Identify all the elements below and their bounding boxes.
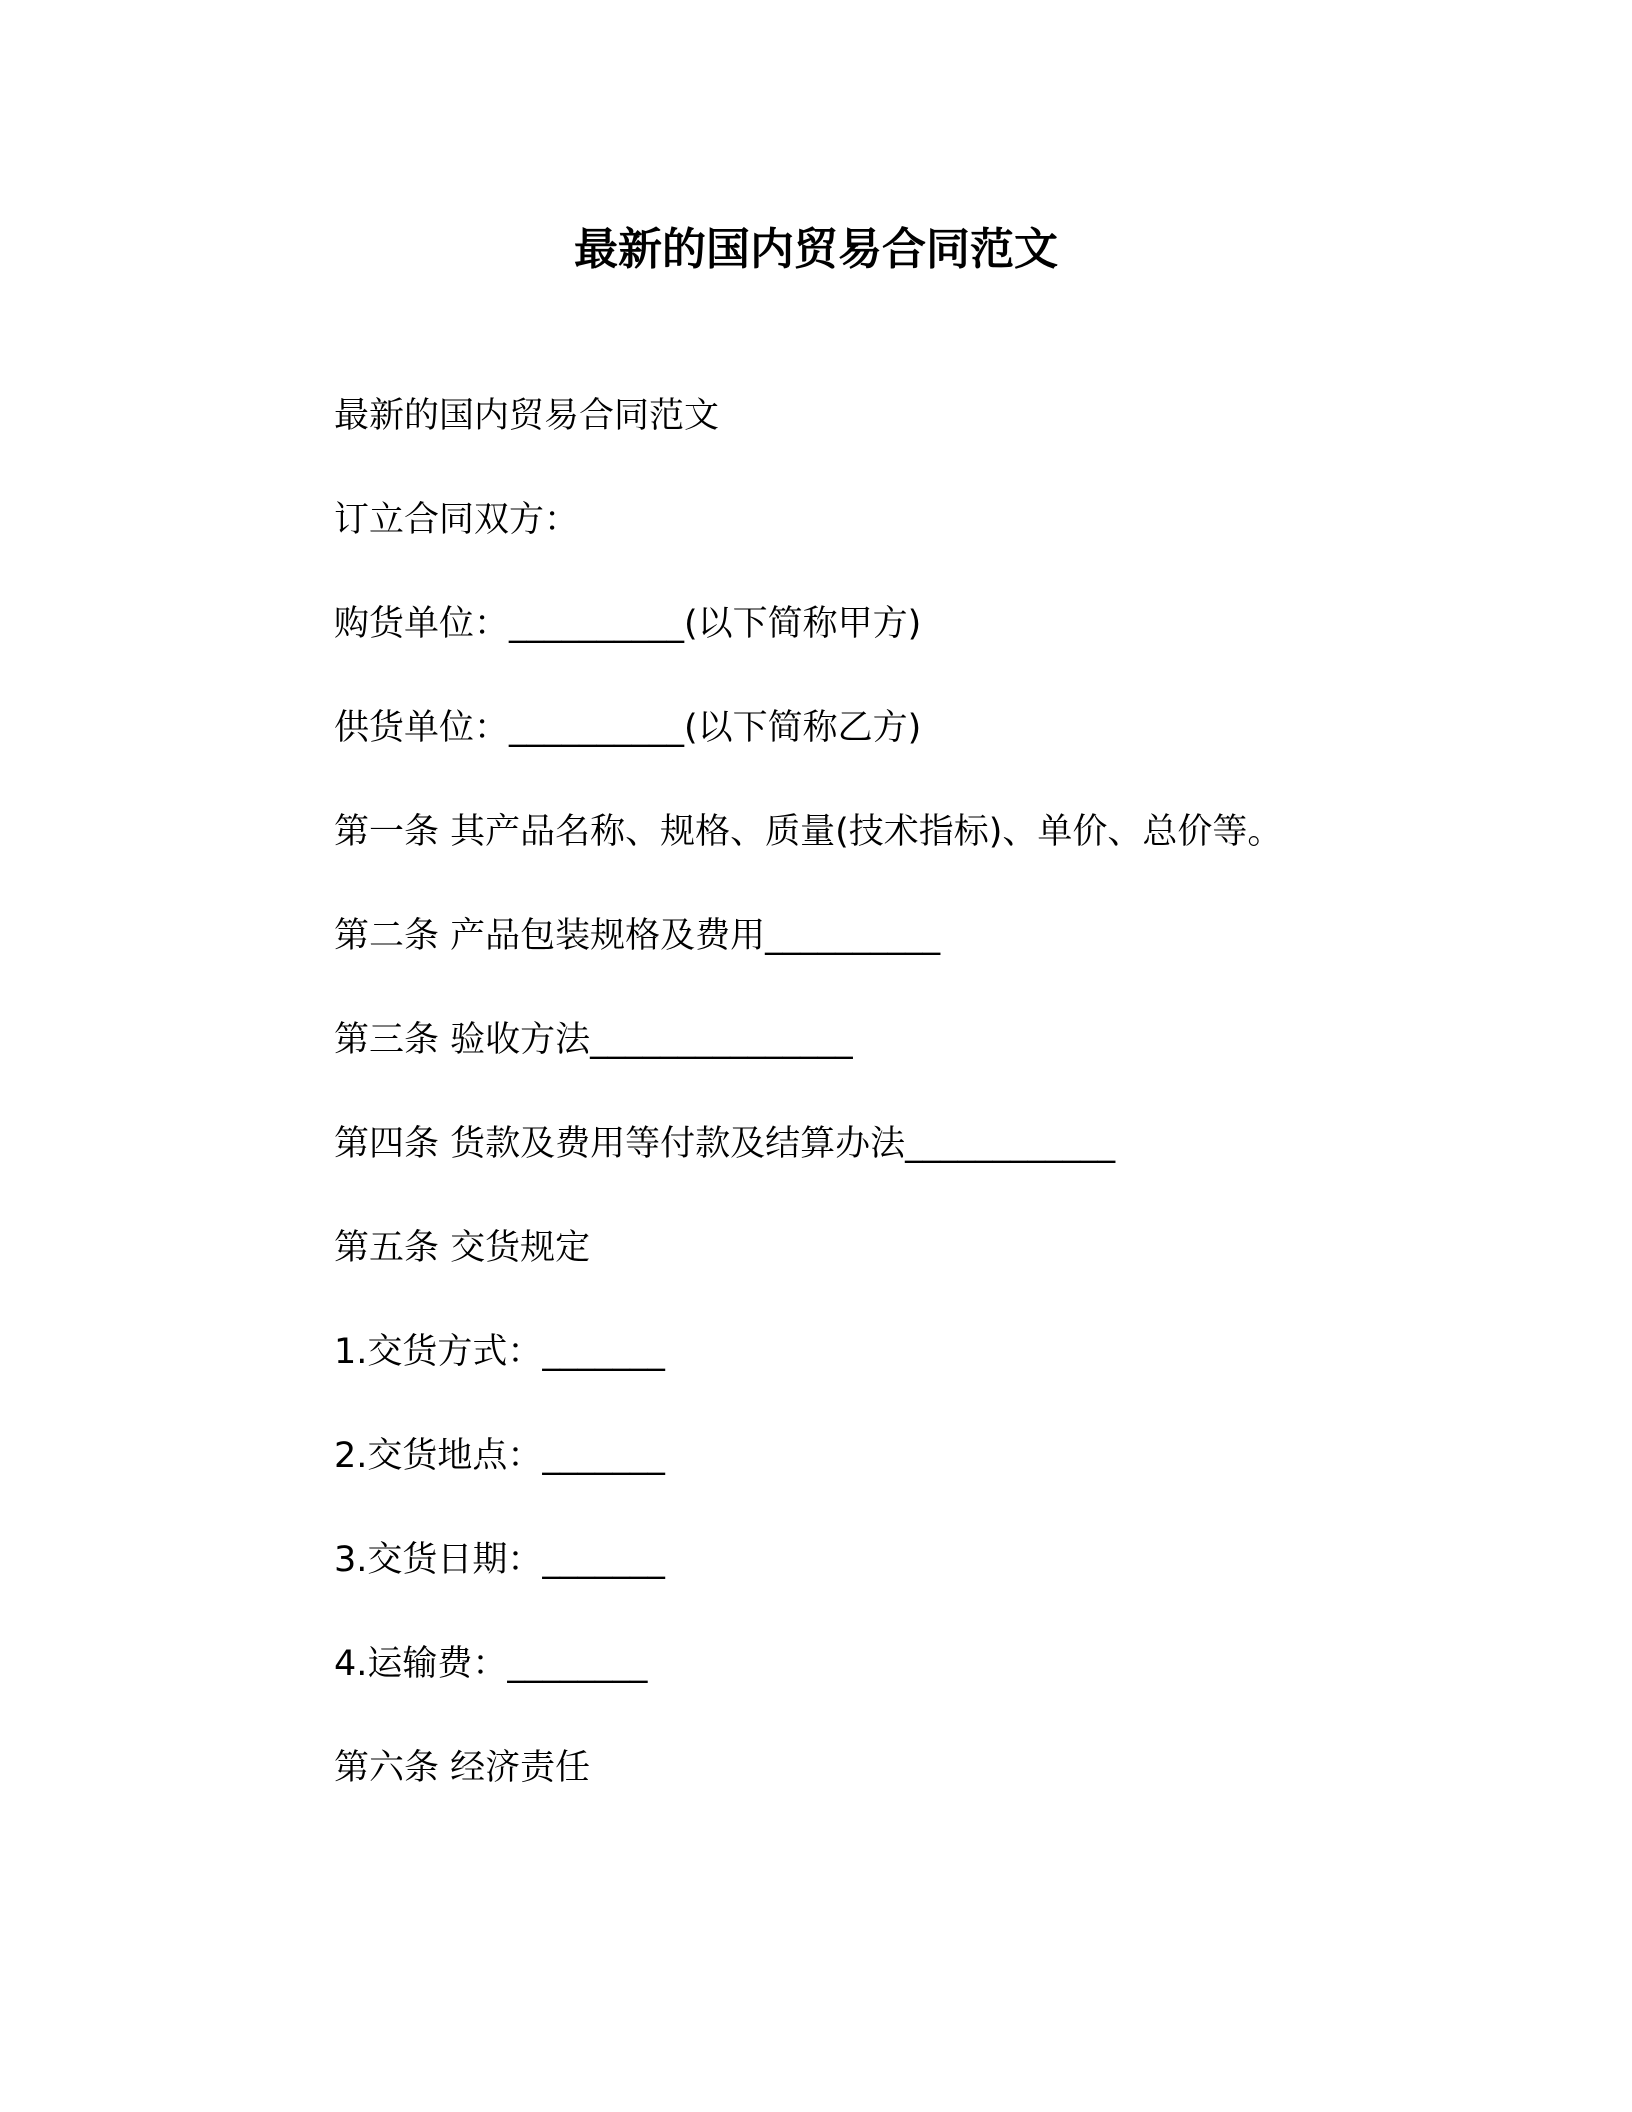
document-title: 最新的国内贸易合同范文	[574, 224, 1058, 275]
transport-fee-line: 4.运输费：________	[334, 1644, 648, 1684]
doc-subtitle-line: 最新的国内贸易合同范文	[334, 396, 720, 436]
article-4-line: 第四条 货款及费用等付款及结算办法____________	[334, 1124, 1116, 1164]
supplier-line: 供货单位：__________(以下简称乙方)	[334, 708, 922, 748]
article-2-line: 第二条 产品包装规格及费用__________	[334, 916, 941, 956]
delivery-method-line: 1.交货方式：_______	[334, 1332, 665, 1372]
delivery-date-line: 3.交货日期：_______	[334, 1540, 665, 1580]
contract-parties-heading: 订立合同双方：	[334, 500, 580, 540]
delivery-place-line: 2.交货地点：_______	[334, 1436, 665, 1476]
article-1-line: 第一条 其产品名称、规格、质量(技术指标)、单价、总价等。	[334, 812, 1283, 852]
article-6-line: 第六条 经济责任	[334, 1748, 591, 1788]
article-3-line: 第三条 验收方法_______________	[334, 1020, 853, 1060]
article-5-line: 第五条 交货规定	[334, 1228, 591, 1268]
document-body	[334, 394, 1494, 1850]
buyer-line: 购货单位：__________(以下简称甲方)	[334, 604, 922, 644]
